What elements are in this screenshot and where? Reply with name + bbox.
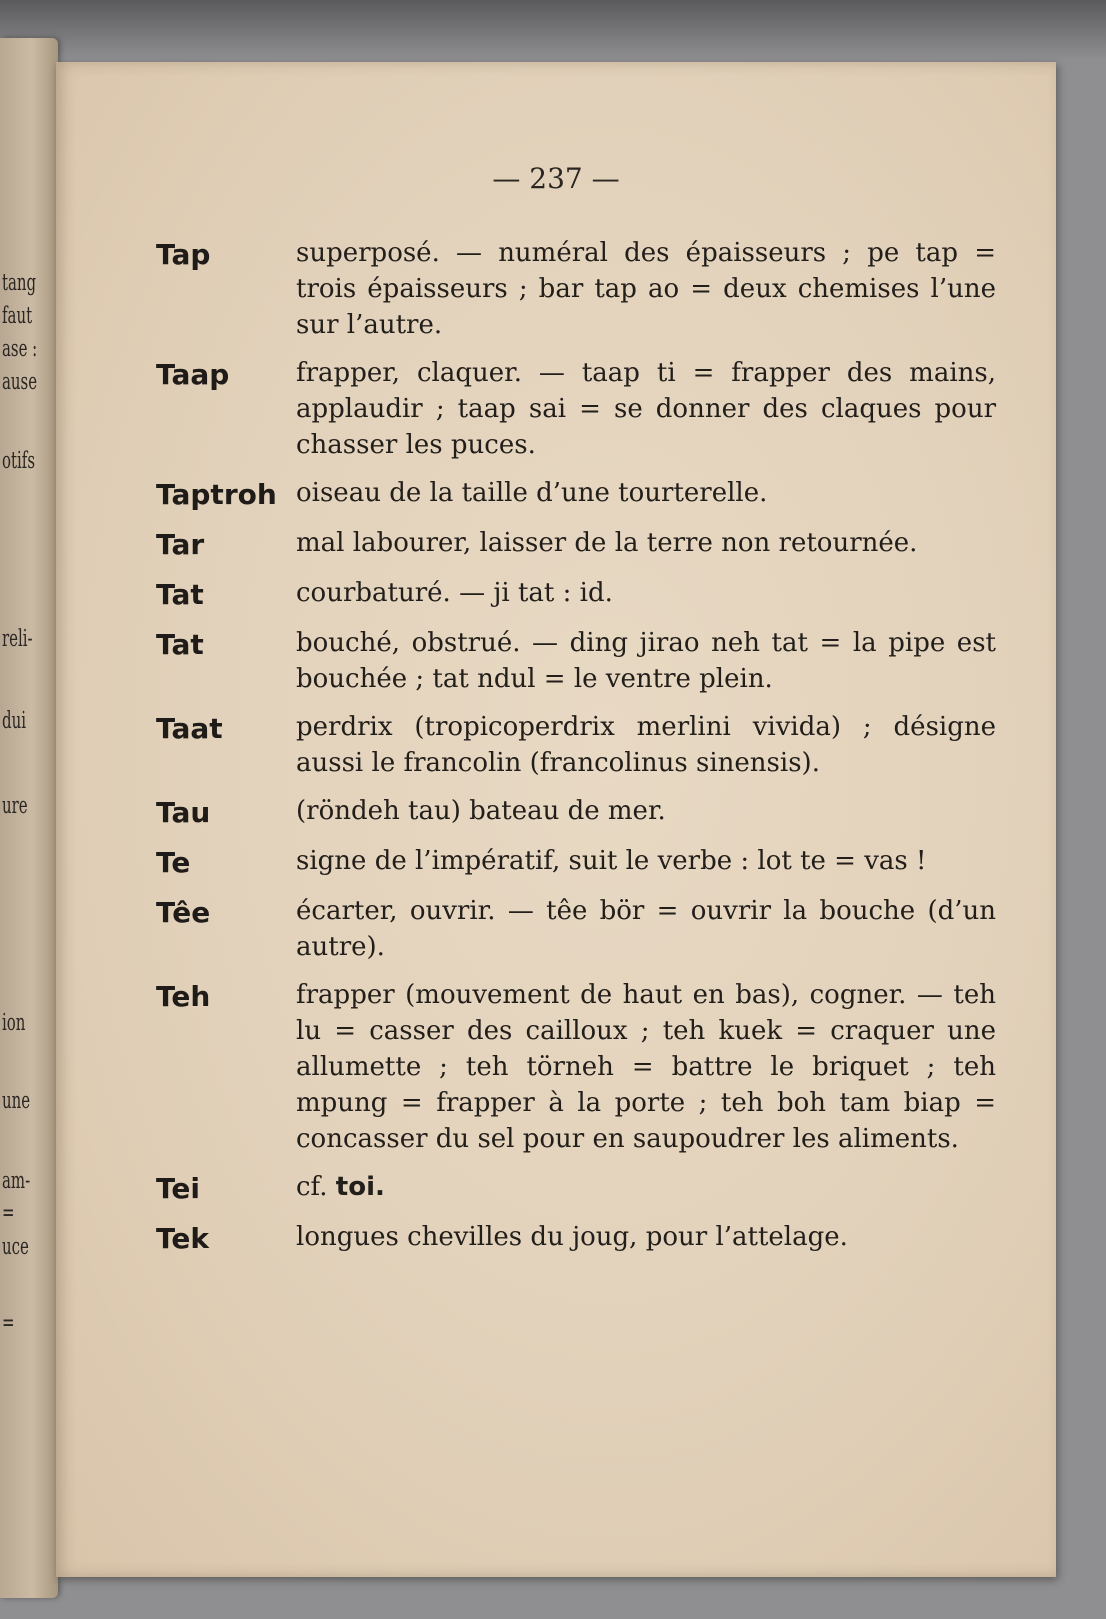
entry-headword: Taat: [156, 712, 223, 745]
entry-headword: Te: [156, 846, 191, 879]
dictionary-entry: [156, 575, 996, 613]
dictionary-entry: [156, 1169, 996, 1207]
previous-page-fragment: reli-: [2, 626, 33, 652]
entry-headword: Tar: [156, 528, 205, 561]
dictionary-entry: [156, 843, 996, 881]
dictionary-entry: [156, 893, 996, 965]
previous-page-fragment: ion: [2, 1010, 26, 1036]
previous-page-fragment: ure: [2, 793, 28, 819]
entry-definition: écarter, ouvrir. — têe bör = ouvrir la bouche (d’un autre).: [296, 896, 996, 962]
entry-definition: longues chevilles du joug, pour l’attelage.: [296, 1222, 848, 1252]
definition-prefix: cf.: [296, 1172, 328, 1202]
entry-headword: Têe: [156, 896, 211, 929]
previous-page-edge: [0, 38, 58, 1598]
previous-page-fragment: ause: [2, 369, 38, 395]
entry-definition: courbaturé. — ji tat : id.: [296, 578, 613, 608]
dictionary-entry: [156, 709, 996, 781]
entry-headword: Tat: [156, 578, 204, 611]
previous-page-fragment: tang: [2, 270, 37, 296]
cross-reference: toi.: [335, 1172, 385, 1202]
page-number: — 237 —: [492, 162, 620, 195]
entry-definition: signe de l’impératif, suit le verbe : lot te = vas !: [296, 846, 927, 876]
dictionary-entry: [156, 977, 996, 1157]
entry-definition: [296, 1169, 996, 1205]
entry-definition: mal labourer, laisser de la terre non retournée.: [296, 528, 918, 558]
dictionary-entry: [156, 793, 996, 831]
entry-definition: frapper (mouvement de haut en bas), cogner. — teh lu = casser des cailloux ; teh kuek = craquer une allumette ; teh törneh = battre le briquet ; teh mpung = frapper à la porte ; teh boh tam biap = concasser du sel pour en saupoudrer les aliments.: [296, 980, 996, 1154]
entry-definition: perdrix (tropicoperdrix merlini vivida) ; désigne aussi le francolin (francolinus sinensis).: [296, 712, 996, 778]
background-top: [0, 0, 1106, 60]
previous-page-fragment: uce: [2, 1234, 29, 1260]
previous-page-fragment: ase :: [2, 336, 38, 362]
entry-headword: Tap: [156, 238, 211, 271]
dictionary-entry: [156, 235, 996, 343]
dictionary-entries: [156, 235, 996, 1269]
entry-headword: Teh: [156, 980, 211, 1013]
book-page: [56, 62, 1056, 1577]
entry-definition: oiseau de la taille d’une tourterelle.: [296, 478, 768, 508]
dictionary-entry: [156, 355, 996, 463]
entry-definition: frapper, claquer. — taap ti = frapper des mains, applaudir ; taap sai = se donner des claques pour chasser les puces.: [296, 358, 996, 460]
entry-headword: Tei: [156, 1172, 200, 1205]
dictionary-entry: [156, 625, 996, 697]
dictionary-entry: [156, 1219, 996, 1257]
dictionary-entry: [156, 475, 996, 513]
previous-page-fragment: =: [2, 1310, 15, 1336]
entry-headword: Taptroh: [156, 478, 277, 511]
previous-page-fragment: otifs: [2, 448, 35, 474]
previous-page-fragment: dui: [2, 708, 26, 734]
previous-page-fragment: faut: [2, 303, 33, 329]
previous-page-fragment: am-: [2, 1168, 31, 1194]
entry-headword: Tau: [156, 796, 211, 829]
entry-definition: (röndeh tau) bateau de mer.: [296, 796, 666, 826]
entry-headword: Tek: [156, 1222, 209, 1255]
entry-headword: Taap: [156, 358, 230, 391]
entry-definition: superposé. — numéral des épaisseurs ; pe tap = trois épaisseurs ; bar tap ao = deux chemises l’une sur l’autre.: [296, 238, 996, 340]
previous-page-fragment: =: [2, 1200, 15, 1226]
entry-definition: bouché, obstrué. — ding jirao neh tat = la pipe est bouchée ; tat ndul = le ventre plein.: [296, 628, 996, 694]
previous-page-fragment: une: [2, 1088, 31, 1114]
dictionary-entry: [156, 525, 996, 563]
entry-headword: Tat: [156, 628, 204, 661]
